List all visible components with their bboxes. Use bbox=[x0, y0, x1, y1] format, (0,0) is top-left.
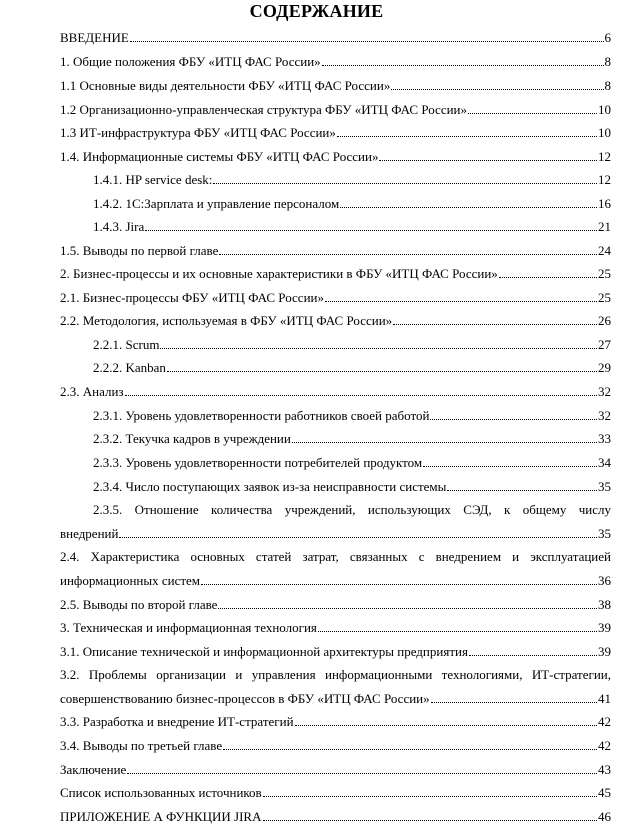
toc-entry-title: 2.3.5. Отношение количества учреждений, использующих СЭД, к общему числу bbox=[93, 502, 611, 517]
toc-entry[interactable] bbox=[93, 337, 611, 352]
toc-entry-title: 1. Общие положения ФБУ «ИТЦ ФАС России» bbox=[60, 54, 321, 69]
leader-dots bbox=[430, 409, 597, 420]
leader-dots bbox=[119, 527, 597, 538]
leader-dots bbox=[292, 432, 597, 443]
toc-entry-title: 2.3.3. Уровень удовлетворенности потребителей продуктом bbox=[93, 455, 423, 470]
toc-entry-page: 34 bbox=[598, 455, 611, 470]
leader-dots bbox=[160, 338, 597, 349]
toc-entry[interactable] bbox=[60, 266, 611, 281]
leader-dots bbox=[219, 244, 597, 255]
toc-entry-title: 1.3 ИТ-инфраструктура ФБУ «ИТЦ ФАС России» bbox=[60, 125, 336, 140]
toc-entry[interactable] bbox=[60, 597, 611, 612]
toc-entry[interactable] bbox=[60, 313, 611, 328]
toc-entry-page: 10 bbox=[598, 125, 611, 140]
toc-entry[interactable] bbox=[60, 762, 611, 777]
toc-entry-title: Заключение bbox=[60, 762, 127, 777]
leader-dots bbox=[391, 79, 603, 90]
toc-entry[interactable] bbox=[60, 785, 611, 800]
toc-entry-page: 36 bbox=[598, 573, 611, 588]
toc-entry[interactable] bbox=[93, 219, 611, 234]
leader-dots bbox=[379, 150, 597, 161]
toc-entry-title: ПРИЛОЖЕНИЕ А ФУНКЦИИ JIRA bbox=[60, 809, 262, 824]
toc-entry-page: 46 bbox=[598, 809, 611, 824]
toc-entry[interactable] bbox=[93, 479, 611, 494]
toc-entry-title: 2.2.1. Scrum bbox=[93, 337, 160, 352]
toc-entry-title: 1.4.2. 1С:Зарплата и управление персоналом bbox=[93, 196, 340, 211]
toc-entry[interactable] bbox=[60, 644, 611, 659]
toc-entry-title: 1.1 Основные виды деятельности ФБУ «ИТЦ ФАС России» bbox=[60, 78, 391, 93]
toc-entry[interactable] bbox=[60, 78, 611, 93]
toc-entry-page: 16 bbox=[598, 196, 611, 211]
leader-dots bbox=[130, 31, 604, 42]
leader-dots bbox=[431, 692, 597, 703]
toc-entry-title: 2.2.2. Kanban bbox=[93, 360, 166, 375]
leader-dots bbox=[295, 715, 597, 726]
leader-dots bbox=[337, 126, 597, 137]
toc-entry-page: 32 bbox=[598, 408, 611, 423]
toc-entry-title: 3.4. Выводы по третьей главе bbox=[60, 738, 223, 753]
toc-entry-line1[interactable] bbox=[60, 667, 611, 682]
leader-dots bbox=[393, 314, 597, 325]
toc-entry-title: 2.3.4. Число поступающих заявок из-за неисправности системы bbox=[93, 479, 447, 494]
toc-entry-line2[interactable] bbox=[60, 691, 611, 706]
toc-entry[interactable] bbox=[60, 243, 611, 258]
toc-entry[interactable] bbox=[93, 455, 611, 470]
toc-entry-page: 8 bbox=[604, 54, 611, 69]
leader-dots bbox=[201, 574, 597, 585]
toc-entry-title: 2.1. Бизнес-процессы ФБУ «ИТЦ ФАС России» bbox=[60, 290, 324, 305]
toc-entry-page: 45 bbox=[598, 785, 611, 800]
toc-entry-line2[interactable] bbox=[60, 573, 611, 588]
toc-entry-title: 1.2 Организационно-управленческая структура ФБУ «ИТЦ ФАС России» bbox=[60, 102, 468, 117]
toc-entry[interactable] bbox=[93, 196, 611, 211]
toc-entry[interactable] bbox=[93, 408, 611, 423]
toc-entry-page: 38 bbox=[598, 597, 611, 612]
toc-entry[interactable] bbox=[60, 290, 611, 305]
toc-entry-page: 27 bbox=[598, 337, 611, 352]
toc-entry-page: 39 bbox=[598, 644, 611, 659]
leader-dots bbox=[423, 456, 597, 467]
toc-entry-title: 1.4.1. HP service desk: bbox=[93, 172, 213, 187]
toc-entry-title: 2.4. Характеристика основных статей затрат, связанных с внедрением и эксплуатацией bbox=[60, 549, 611, 564]
leader-dots bbox=[127, 763, 597, 774]
leader-dots bbox=[499, 267, 597, 278]
toc-entry-title: 2.3.2. Текучка кадров в учреждении bbox=[93, 431, 291, 446]
leader-dots bbox=[145, 220, 597, 231]
toc-entry-title: ВВЕДЕНИЕ bbox=[60, 30, 129, 45]
toc-entry[interactable] bbox=[60, 620, 611, 635]
toc-entry-title: 2. Бизнес-процессы и их основные характеристики в ФБУ «ИТЦ ФАС России» bbox=[60, 266, 498, 281]
toc-entry-page: 39 bbox=[598, 620, 611, 635]
toc-entry-page: 25 bbox=[598, 266, 611, 281]
toc-entry-title-continued: внедрений bbox=[60, 526, 119, 541]
toc-entry-page: 25 bbox=[598, 290, 611, 305]
leader-dots bbox=[218, 598, 597, 609]
toc-entry-page: 33 bbox=[598, 431, 611, 446]
toc-entry[interactable] bbox=[60, 738, 611, 753]
leader-dots bbox=[325, 291, 597, 302]
toc-entry-title: 2.3.1. Уровень удовлетворенности работников своей работой bbox=[93, 408, 430, 423]
toc-entry-page: 24 bbox=[598, 243, 611, 258]
page-title: СОДЕРЖАНИЕ bbox=[249, 1, 384, 21]
toc-entry[interactable] bbox=[60, 809, 611, 824]
leader-dots bbox=[263, 786, 597, 797]
toc-entry-page: 10 bbox=[598, 102, 611, 117]
toc-entry-title: Список использованных источников bbox=[60, 785, 262, 800]
leader-dots bbox=[213, 173, 597, 184]
toc-entry-line2[interactable] bbox=[60, 526, 611, 541]
toc-entry[interactable] bbox=[93, 431, 611, 446]
toc-entry[interactable] bbox=[60, 102, 611, 117]
toc-entry-title: 1.4. Информационные системы ФБУ «ИТЦ ФАС России» bbox=[60, 149, 379, 164]
toc-entry-page: 35 bbox=[598, 479, 611, 494]
leader-dots bbox=[322, 55, 604, 66]
toc-entry-page: 35 bbox=[598, 526, 611, 541]
leader-dots bbox=[318, 621, 597, 632]
toc-entry[interactable] bbox=[60, 30, 611, 45]
toc-entry-title: 3.2. Проблемы организации и управления информационными технологиями, ИТ-стратегии, bbox=[60, 667, 611, 682]
toc-entry-title: 3.1. Описание технической и информационной архитектуры предприятия bbox=[60, 644, 468, 659]
leader-dots bbox=[125, 385, 597, 396]
toc-entry-title: 3.3. Разработка и внедрение ИТ-стратегий bbox=[60, 714, 294, 729]
toc-entry-page: 26 bbox=[598, 313, 611, 328]
toc-entry-page: 43 bbox=[598, 762, 611, 777]
toc-entry-page: 42 bbox=[598, 714, 611, 729]
leader-dots bbox=[469, 645, 597, 656]
toc-entry-page: 6 bbox=[604, 30, 611, 45]
toc-entry[interactable] bbox=[60, 149, 611, 164]
toc-entry-page: 21 bbox=[598, 219, 611, 234]
toc-entry-page: 42 bbox=[598, 738, 611, 753]
toc-entry-line1[interactable] bbox=[60, 549, 611, 564]
leader-dots bbox=[468, 103, 597, 114]
leader-dots bbox=[263, 810, 598, 821]
leader-dots bbox=[447, 480, 597, 491]
toc-entry[interactable] bbox=[60, 54, 611, 69]
toc-entry-line1[interactable] bbox=[93, 502, 611, 517]
toc-entry-page: 8 bbox=[604, 78, 611, 93]
toc-entry-title: 2.3. Анализ bbox=[60, 384, 124, 399]
toc-entry-page: 29 bbox=[598, 360, 611, 375]
toc-entry-title-continued: информационных систем bbox=[60, 573, 201, 588]
toc-entry[interactable] bbox=[60, 384, 611, 399]
toc-entry-page: 32 bbox=[598, 384, 611, 399]
toc-entry-title: 2.2. Методология, используемая в ФБУ «ИТЦ ФАС России» bbox=[60, 313, 393, 328]
leader-dots bbox=[340, 197, 597, 208]
toc-entry[interactable] bbox=[60, 714, 611, 729]
leader-dots bbox=[223, 739, 597, 750]
toc-entry-title: 3. Техническая и информационная технология bbox=[60, 620, 317, 635]
toc-entry-title-continued: совершенствованию бизнес-процессов в ФБУ «ИТЦ ФАС России» bbox=[60, 691, 430, 706]
toc-entry[interactable] bbox=[60, 125, 611, 140]
toc-entry-page: 12 bbox=[598, 172, 611, 187]
toc-entry-title: 2.5. Выводы по второй главе bbox=[60, 597, 218, 612]
toc-entry-page: 12 bbox=[598, 149, 611, 164]
toc-entry[interactable] bbox=[93, 360, 611, 375]
toc-entry-title: 1.5. Выводы по первой главе bbox=[60, 243, 219, 258]
toc-entry[interactable] bbox=[93, 172, 611, 187]
toc-entry-page: 41 bbox=[598, 691, 611, 706]
leader-dots bbox=[167, 361, 597, 372]
toc-entry-title: 1.4.3. Jira bbox=[93, 219, 145, 234]
